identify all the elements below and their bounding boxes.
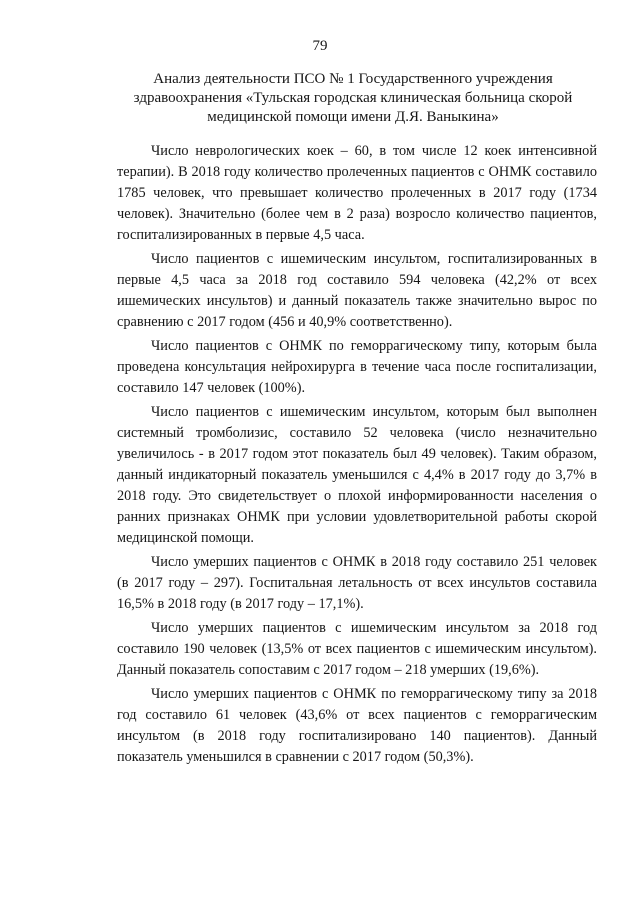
paragraph: Число пациентов с ОНМК по геморрагическому типу, которым была проведена консультация нейрохирурга в течение часа после госпитализации, составило 147 человек (100%). bbox=[117, 338, 597, 396]
document-heading bbox=[118, 70, 588, 127]
paragraph: Число умерших пациентов с ишемическим инсультом за 2018 год составило 190 человек (13,5% от всех пациентов с ишемическим инсультом). Данный показатель сопоставим с 2017 годом – 218 умерших (19,6%). bbox=[117, 620, 597, 678]
heading-line: медицинской помощи имени Д.Я. Ваныкина» bbox=[207, 109, 499, 125]
paragraph: Число неврологических коек – 60, в том числе 12 коек интенсивной терапии). В 2018 году количество пролеченных пациентов с ОНМК составило 1785 человек, что превышает количество пролеченных в 2017 году (1734 человек). Значительно (более чем в 2 раза) возросло количество пациентов, госпитализированных в первые 4,5 часа. bbox=[117, 143, 597, 243]
paragraph: Число пациентов с ишемическим инсультом, госпитализированных в первые 4,5 часа за 2018 год составило 594 человека (42,2% от всех ишемических инсультов) и данный показатель также значительно вырос по сравнению с 2017 годом (456 и 40,9% соответственно). bbox=[117, 251, 597, 330]
heading-line: Анализ деятельности ПСО № 1 Государственного учреждения bbox=[153, 71, 553, 87]
paragraph: Число умерших пациентов с ОНМК в 2018 году составило 251 человек (в 2017 году – 297). Госпитальная летальность от всех инсультов составила 16,5% в 2018 году (в 2017 году – 17,1%). bbox=[117, 554, 597, 612]
paragraph: Число умерших пациентов с ОНМК по геморрагическому типу за 2018 год составило 61 человек (43,6% от всех пациентов с геморрагическим инсультом (в 2018 году госпитализировано 140 пациентов). Данный показатель уменьшился в сравнении с 2017 годом (50,3%). bbox=[117, 686, 597, 765]
heading-line: здравоохранения «Тульская городская клиническая больница скорой bbox=[133, 90, 573, 106]
page-number: 79 bbox=[312, 38, 328, 54]
document-body bbox=[117, 141, 597, 771]
paragraph: Число пациентов с ишемическим инсультом, которым был выполнен системный тромболизис, составило 52 человека (число незначительно увеличилось - в 2017 годом этот показатель был 49 человек). Таким образом, данный индикаторный показатель уменьшился с 4,4% в 2017 году до 3,7% в 2018 году. Это свидетельствует о плохой информированности населения о ранних признаках ОНМК при условии удовлетворительной работы скорой медицинской помощи. bbox=[117, 404, 597, 546]
